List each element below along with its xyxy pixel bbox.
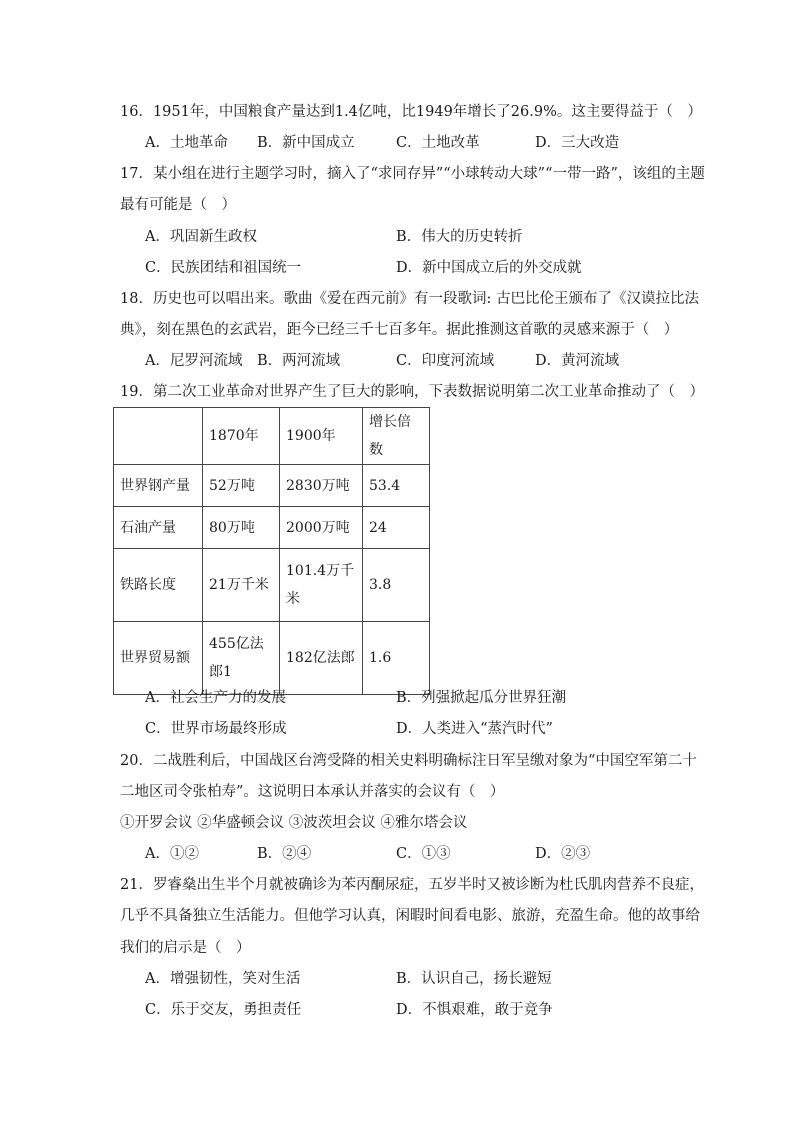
table-cell: 80万吨 xyxy=(203,507,280,549)
question-17-stem-line-1: 17．某小组在进行主题学习时，摘入了“求同存异”“小球转动大球”“一带一路”，该组的主题 xyxy=(120,166,705,182)
table-cell: 21万千米 xyxy=(203,549,280,622)
q16-option-d[interactable]: D．三大改造 xyxy=(535,135,620,151)
table-cell: 455亿法郎1 xyxy=(203,622,280,695)
q17-option-a[interactable]: A．巩固新生政权 xyxy=(145,229,257,245)
question-20-items: ①开罗会议 ②华盛顿会议 ③波茨坦会议 ④雅尔塔会议 xyxy=(120,815,468,831)
table-row xyxy=(114,507,430,549)
table-header-cell: 1900年 xyxy=(280,408,363,465)
table-cell: 世界钢产量 xyxy=(114,465,203,507)
q16-option-a[interactable]: A．土地革命 xyxy=(145,135,228,151)
q20-option-d[interactable]: D．②③ xyxy=(535,846,591,862)
question-21-stem-line-2: 几乎不具备独立生活能力。但他学习认真，闲暇时间看电影、旅游，充盈生命。他的故事给 xyxy=(120,908,700,924)
industrial-revolution-table xyxy=(113,407,430,695)
q17-option-d[interactable]: D．新中国成立后的外交成就 xyxy=(396,260,582,276)
table-row xyxy=(114,549,430,622)
q19-option-c[interactable]: C．世界市场最终形成 xyxy=(145,721,287,737)
q16-option-b[interactable]: B．新中国成立 xyxy=(257,135,355,151)
q17-option-c[interactable]: C．民族团结和祖国统一 xyxy=(145,260,302,276)
table-cell: 2000万吨 xyxy=(280,507,363,549)
q18-option-d[interactable]: D．黄河流域 xyxy=(535,353,620,369)
question-18-stem-line-2: 典》，刻在黑色的玄武岩，距今已经三千七百多年。据此推测这首歌的灵感来源于（ ） xyxy=(120,322,679,338)
question-16-stem: 16．1951年，中国粮食产量达到1.4亿吨，比1949年增长了26.9%。这主要得益于（ ） xyxy=(120,104,702,120)
q21-option-d[interactable]: D．不惧艰难，敢于竞争 xyxy=(396,1002,553,1018)
question-18-stem-line-1: 18．历史也可以唱出来。歌曲《爱在西元前》有一段歌词: 古巴比伦王颁布了《汉谟拉比法 xyxy=(120,291,699,307)
q19-option-d[interactable]: D．人类进入“蒸汽时代” xyxy=(396,721,553,737)
table-header-row xyxy=(114,408,430,465)
q20-option-a[interactable]: A．①② xyxy=(145,846,199,862)
table-cell: 2830万吨 xyxy=(280,465,363,507)
table-cell: 世界贸易额 xyxy=(114,622,203,695)
table-cell: 24 xyxy=(363,507,430,549)
table-cell: 182亿法郎 xyxy=(280,622,363,695)
q17-option-b[interactable]: B．伟大的历史转折 xyxy=(396,229,523,245)
table-row xyxy=(114,622,430,695)
q16-option-c[interactable]: C．土地改革 xyxy=(396,135,480,151)
table-cell: 石油产量 xyxy=(114,507,203,549)
q19-option-b[interactable]: B．列强掀起瓜分世界狂潮 xyxy=(396,690,567,706)
table-cell: 3.8 xyxy=(363,549,430,622)
table-header-cell: 1870年 xyxy=(203,408,280,465)
q18-option-a[interactable]: A．尼罗河流域 xyxy=(145,353,243,369)
table-cell: 53.4 xyxy=(363,465,430,507)
table-row xyxy=(114,465,430,507)
q18-option-b[interactable]: B．两河流域 xyxy=(257,353,341,369)
q21-option-c[interactable]: C．乐于交友，勇担责任 xyxy=(145,1002,302,1018)
question-20-stem-line-2: 二地区司令张柏寿”。这说明日本承认并落实的会议有（ ） xyxy=(120,784,505,800)
q21-option-b[interactable]: B．认识自己，扬长避短 xyxy=(396,971,552,987)
question-20-stem-line-1: 20．二战胜利后，中国战区台湾受降的相关史料明确标注日军呈缴对象为“中国空军第二十 xyxy=(120,753,697,769)
table-cell: 1.6 xyxy=(363,622,430,695)
table-cell: 52万吨 xyxy=(203,465,280,507)
q21-option-a[interactable]: A．增强韧性，笑对生活 xyxy=(145,971,301,987)
table-header-cell: 增长倍数 xyxy=(363,408,430,465)
question-21-stem-line-3: 我们的启示是（ ） xyxy=(120,940,251,956)
table-header-cell xyxy=(114,408,203,465)
q20-option-c[interactable]: C．①③ xyxy=(396,846,451,862)
q19-option-a[interactable]: A．社会生产力的发展 xyxy=(145,690,286,706)
question-21-stem-line-1: 21．罗睿燊出生半个月就被确诊为苯丙酮尿症，五岁半时又被诊断为杜氏肌肉营养不良症， xyxy=(120,877,704,893)
question-19-stem: 19．第二次工业革命对世界产生了巨大的影响，下表数据说明第二次工业革命推动了（ ） xyxy=(120,384,704,400)
table-cell: 铁路长度 xyxy=(114,549,203,622)
q20-option-b[interactable]: B．②④ xyxy=(257,846,312,862)
q18-option-c[interactable]: C．印度河流域 xyxy=(396,353,495,369)
table-cell: 101.4万千米 xyxy=(280,549,363,622)
question-17-stem-line-2: 最有可能是（ ） xyxy=(120,197,236,213)
